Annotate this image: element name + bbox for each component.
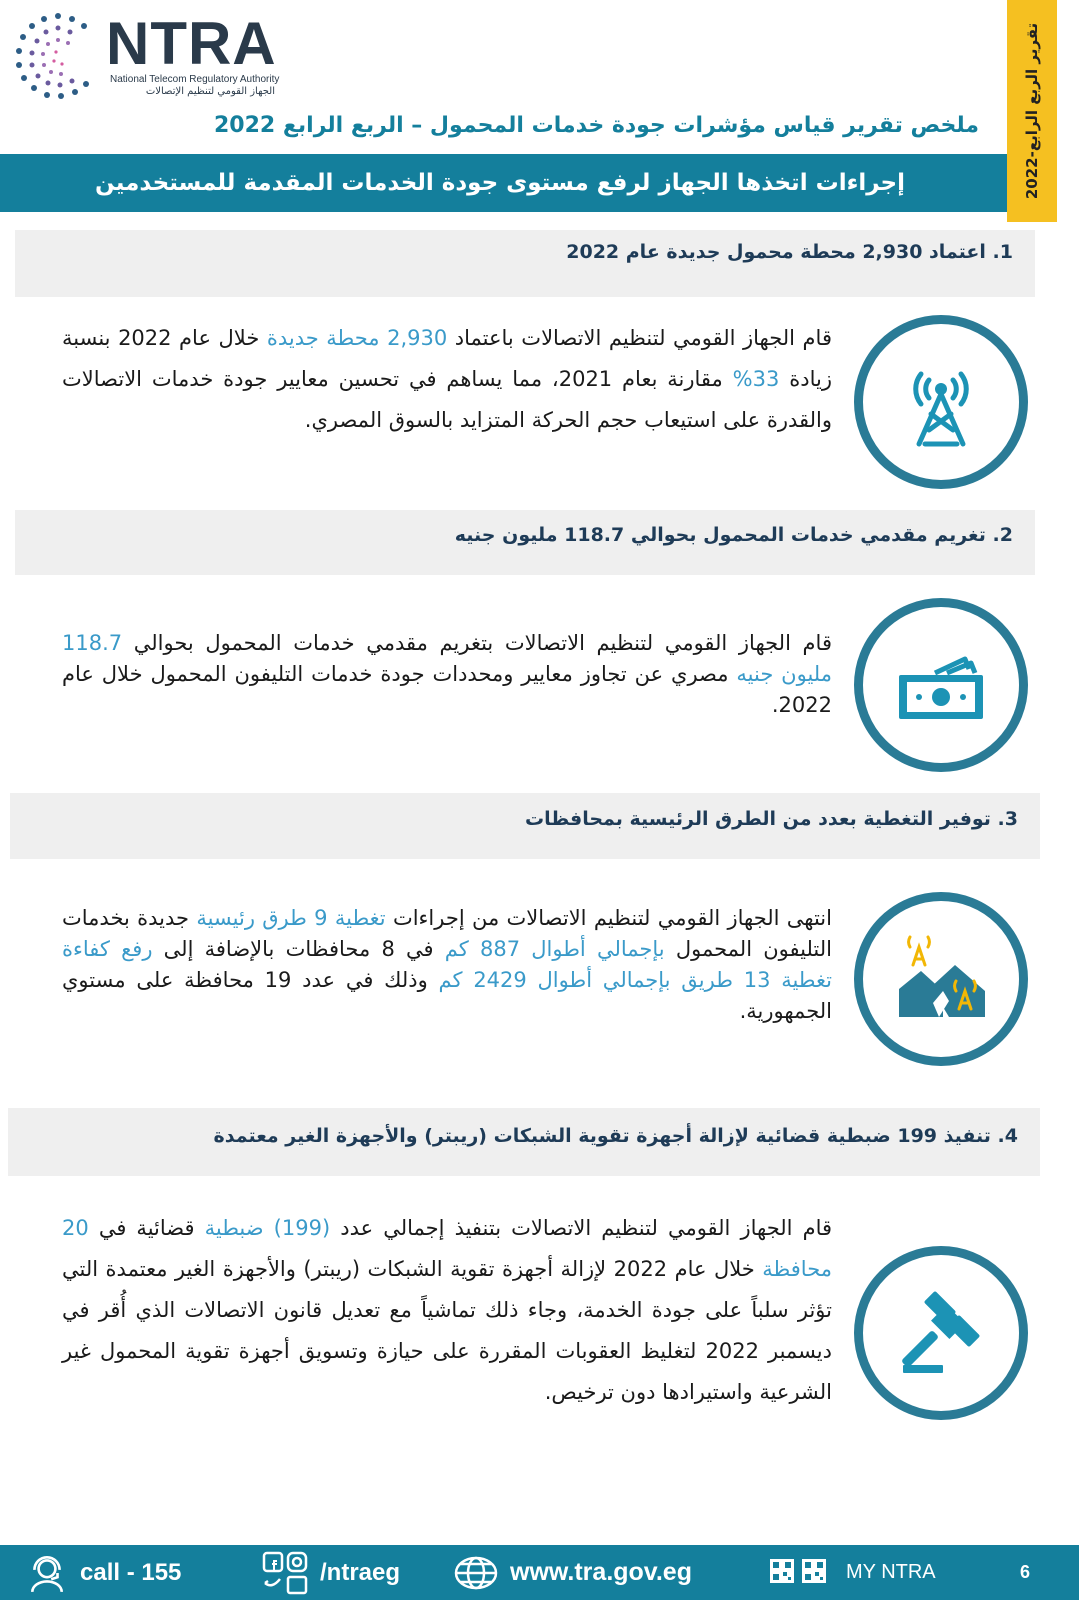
paragraph-text: مصري عن تجاوز معايير ومحددات جودة خدمات التليفون المحمول خلال عام 2022. (62, 662, 832, 717)
cell-tower-icon (891, 352, 991, 452)
gavel-icon (891, 1283, 991, 1383)
money-icon (891, 635, 991, 735)
section-2-paragraph (62, 628, 832, 721)
social-media-icons (262, 1551, 312, 1595)
section-2-heading: 2. تغريم مقدمي خدمات المحمول بحوالي 118.7 مليون جنيه (454, 524, 1013, 546)
page-number: 6 (1020, 1562, 1031, 1582)
section-4-heading: 4. تنفيذ 199 ضبطية قضائية لإزالة أجهزة تقوية الشبكات (ريبتر) والأجهزة الغير معتمدة (213, 1125, 1018, 1147)
logo-subtitle-en: National Telecom Regulatory Authority (110, 74, 280, 85)
paragraph-text: مقارنة بعام 2021، مما يساهم في تحسين معايير جودة خدمات الاتصالات والقدرة على استيعاب حجم الحركة المتزايد بالسوق المصري. (62, 367, 832, 432)
paragraph-text: قضائية في (88, 1216, 205, 1240)
report-period-tag-text: تقرير الربع الرابع-2022 (1023, 22, 1041, 200)
highlighted-text: 118.7 مليون جنيه (62, 631, 832, 686)
paragraph-text: قام الجهاز القومي لتنظيم الاتصالات باعتماد (447, 326, 832, 350)
call-number: call - 155 (80, 1558, 182, 1586)
qr-code-icon (770, 1559, 826, 1587)
paragraph-text: خلال عام 2022 بنسبة زيادة (62, 326, 832, 391)
app-name: MY NTRA (846, 1561, 936, 1583)
ntra-logo-dots-icon (12, 10, 104, 102)
paragraph-text: قام الجهاز القومي لتنظيم الاتصالات بتنفيذ إجمالي عدد (330, 1216, 833, 1240)
section-4-paragraph (62, 1208, 832, 1413)
paragraph-text: وذلك في عدد 19 محافظة على مستوي الجمهورية. (62, 968, 832, 1023)
paragraph-text: جديدة بخدمات التليفون المحمول (62, 906, 832, 961)
section-1-heading: 1. اعتماد 2,930 محطة محمول جديدة عام 2022 (566, 241, 1013, 263)
page-title: ملخص تقرير قياس مؤشرات جودة خدمات المحمول – الربع الرابع 2022 (213, 113, 979, 138)
highlighted-text: تغطية 9 طرق رئيسية (196, 906, 386, 930)
footer-social[interactable] (262, 1545, 400, 1600)
section-4-icon-circle (854, 1246, 1028, 1420)
section-banner (0, 154, 1007, 212)
footer-bar (0, 1545, 1079, 1600)
logo-name: NTRA (106, 10, 277, 77)
highlighted-text: بإجمالي أطوال 887 كم (444, 937, 665, 961)
banner-text: إجراءات اتخذها الجهاز لرفع مستوى جودة الخدمات المقدمة للمستخدمين (95, 170, 905, 196)
report-period-tag (1007, 0, 1057, 222)
logo-subtitle-ar: الجهاز القومي لتنظيم الإتصالات (145, 86, 275, 97)
footer-app[interactable] (770, 1545, 936, 1600)
footer-website[interactable] (454, 1545, 692, 1600)
section-3-paragraph (62, 903, 832, 1027)
paragraph-text: انتهى الجهاز القومي لتنظيم الاتصالات من إجراءات (385, 906, 832, 930)
highlighted-text: (199) ضبطية (204, 1216, 331, 1240)
section-3-icon-circle (854, 892, 1028, 1066)
section-4-header (8, 1108, 1040, 1176)
paragraph-text: قام الجهاز القومي لتنظيم الاتصالات بتغريم مقدمي خدمات المحمول بحوالي (122, 631, 832, 655)
section-2-header (15, 510, 1035, 575)
section-1-icon-circle (854, 315, 1028, 489)
section-2-icon-circle (854, 598, 1028, 772)
section-3-header (10, 793, 1040, 859)
section-1-paragraph (62, 318, 832, 441)
website-url: www.tra.gov.eg (510, 1558, 692, 1586)
paragraph-text: في 8 محافظات بالإضافة إلى (152, 937, 445, 961)
road-coverage-icon (891, 929, 991, 1029)
paragraph-text: خلال عام 2022 لإزالة أجهزة تقوية الشبكات (ريبتر) والأجهزة الغير معتمدة التي تؤثر سلباً على جودة الخدمة، وجاء ذلك تماشياً مع تعديل قانون الاتصالات الذي أُقر في ديسمبر 2022 لتغليظ العقوبات المقررة على حيازة وتسويق أجهزة تقوية المحمول غير الشرعية واستيرادها دون ترخيص. (62, 1257, 832, 1404)
highlighted-text: رفع كفاءة تغطية 13 طريق بإجمالي أطوال 2429 كم (62, 937, 833, 992)
highlighted-text: 20 محافظة (62, 1216, 832, 1281)
globe-icon (454, 1555, 498, 1591)
highlighted-text: 33% (732, 367, 780, 391)
section-1-header (15, 230, 1035, 297)
section-3-heading: 3. توفير التغطية بعدد من الطرق الرئيسية بمحافظات (525, 808, 1018, 830)
social-handle: /ntraeg (320, 1558, 401, 1586)
support-agent-icon (26, 1552, 68, 1594)
highlighted-text: 2,930 محطة جديدة (266, 326, 448, 350)
footer-call[interactable] (26, 1545, 181, 1600)
